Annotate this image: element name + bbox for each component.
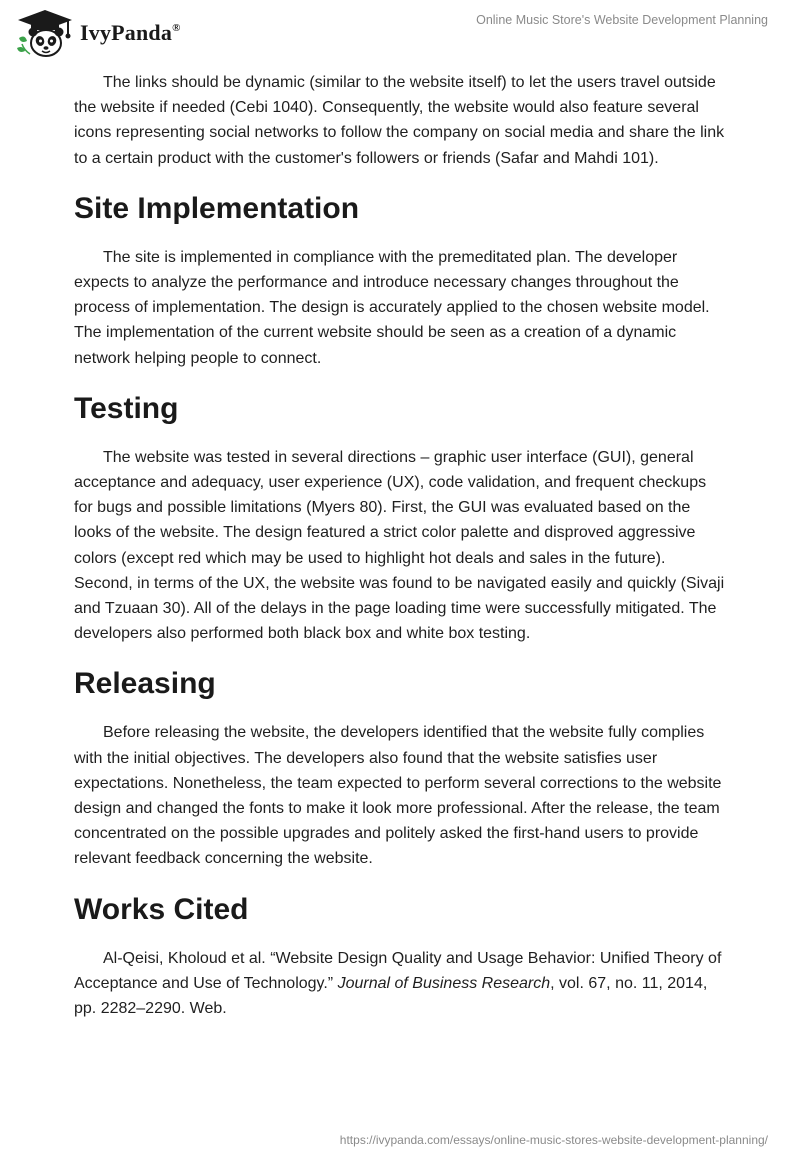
panda-graduation-cap-icon bbox=[16, 8, 74, 58]
ivypanda-logo[interactable] bbox=[16, 8, 181, 58]
journal-title: Journal of Business Research bbox=[337, 974, 551, 992]
heading-works-cited: Works Cited bbox=[74, 892, 249, 926]
intro-paragraph: The links should be dynamic (similar to the website itself) to let the users travel outside the website if needed (Cebi 1040). Consequently, the website would also feature several icons representing social networks to follow the company on social media and share the link to a certain product with the customer's followers or friends (Safar and Mahdi 101). bbox=[74, 74, 725, 167]
paragraph-releasing: Before releasing the website, the developers identified that the website fully complies with the initial objectives. The developers also found that the website satisfies user expectations. Nonetheless, the team expected to perform several corrections to the website design and changed the fonts to make it look more professional. After the release, the team concentrated on the possible upgrades and politely asked the first-hand users to provide relevant feedback concerning the website. bbox=[74, 724, 722, 868]
citation-entry: Al-Qeisi, Kholoud et al. “Website Design Quality and Usage Behavior: Unified Theory of Acceptance and Use of Technology.” Journal of Business Research, vol. 67, no. 11, 2014, pp. 2282–2290. Web. bbox=[74, 949, 722, 1018]
brand-name: IvyPanda® bbox=[80, 20, 181, 45]
essay-content bbox=[74, 70, 726, 1021]
paragraph-site-implementation: The site is implemented in compliance with the premeditated plan. The developer expects to analyze the performance and introduce necessary changes throughout the process of implementation. The design is accurately applied to the chosen website model. The implementation of the current website should be seen as a creation of a dynamic network helping people to connect. bbox=[74, 248, 710, 367]
heading-testing: Testing bbox=[74, 391, 179, 425]
heading-site-implementation: Site Implementation bbox=[74, 191, 360, 225]
page-header bbox=[0, 0, 800, 64]
document-title: Online Music Store's Website Development Planning bbox=[476, 13, 768, 27]
source-url[interactable]: https://ivypanda.com/essays/online-music-stores-website-development-planning/ bbox=[339, 1133, 768, 1147]
paragraph-testing: The website was tested in several directions – graphic user interface (GUI), general acceptance and adequacy, user experience (UX), code validation, and frequent checkups for bugs and possible limitations (Myers 80). First, the GUI was evaluated based on the looks of the website. The design featured a strict color palette and disproved aggressive colors (except red which may be used to highlight hot deals and sales in the future). Second, in terms of the UX, the website was found to be navigated easily and quickly (Sivaji and Tzuaan 30). All of the delays in the page loading time were successfully mitigated. The developers also performed both black box and white box testing. bbox=[74, 448, 725, 643]
heading-releasing: Releasing bbox=[74, 667, 216, 701]
